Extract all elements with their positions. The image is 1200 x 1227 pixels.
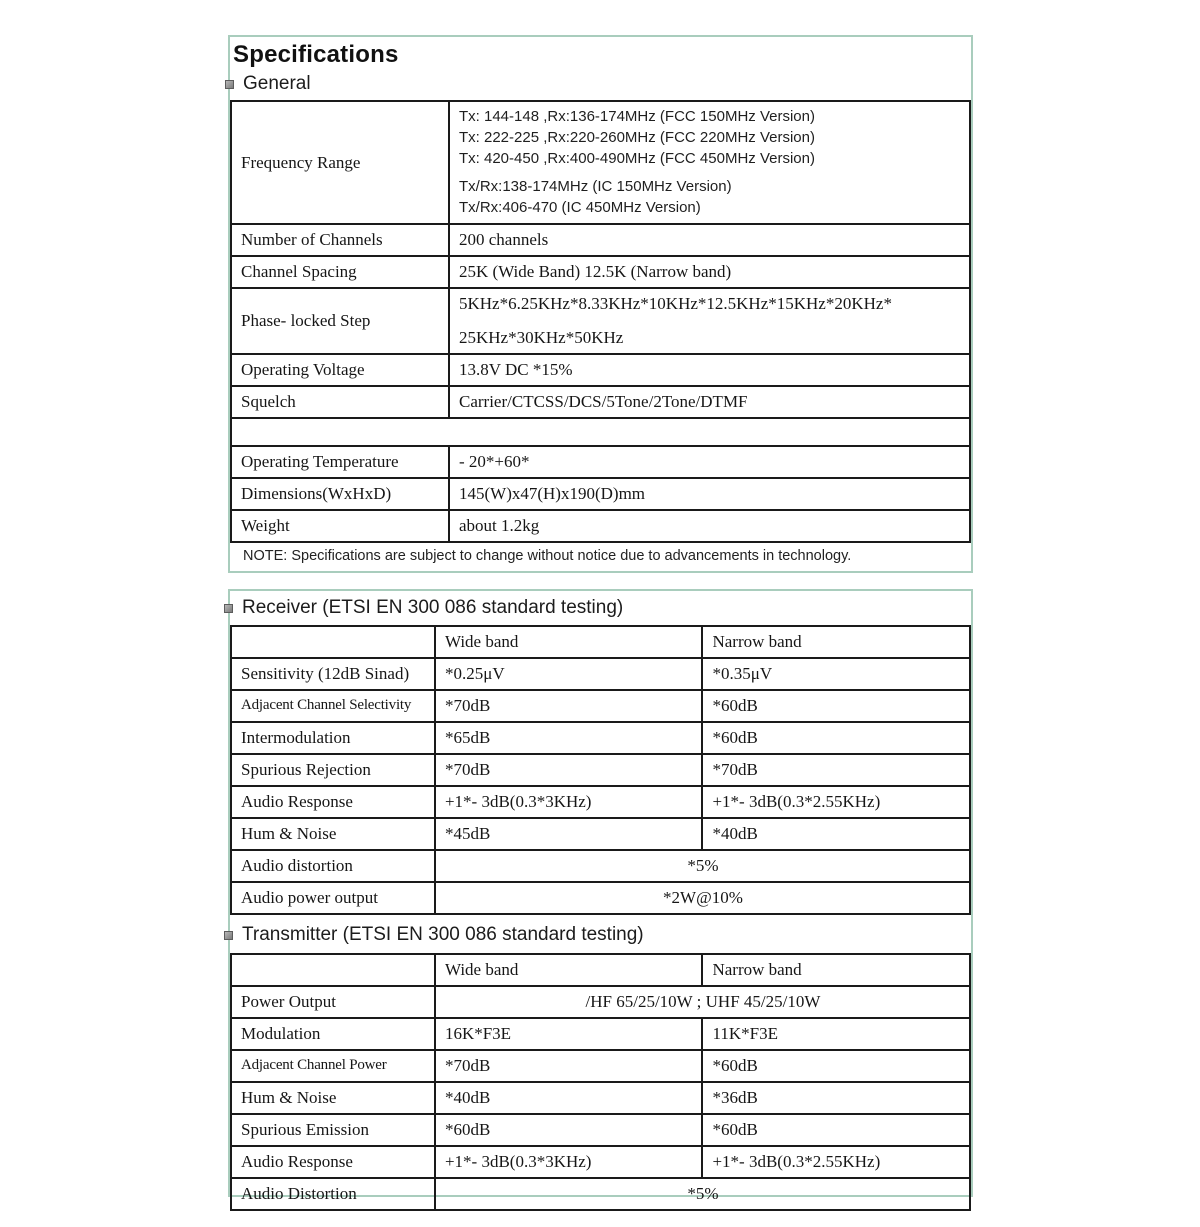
spec-label: Squelch	[231, 386, 449, 418]
column-header-narrow-band: Narrow band	[702, 626, 970, 658]
spec-value: - 20*+60*	[449, 446, 970, 478]
table-row	[231, 818, 970, 850]
frequency-line: Tx: 222-225 ,Rx:220-260MHz (FCC 220MHz Version)	[459, 129, 815, 146]
page-title: Specifications	[233, 41, 399, 68]
general-section	[228, 35, 973, 573]
spec-value	[449, 288, 970, 354]
spec-label: Audio power output	[231, 882, 435, 914]
general-heading	[230, 69, 971, 100]
narrow-band-value: *60dB	[702, 1050, 970, 1082]
table-row	[231, 882, 970, 914]
table-row	[231, 690, 970, 722]
narrow-band-value: *70dB	[702, 754, 970, 786]
square-bullet-icon	[224, 604, 233, 613]
table-row	[231, 1050, 970, 1082]
spec-label: Frequency Range	[231, 101, 449, 224]
spec-label: Audio Response	[231, 1146, 435, 1178]
wide-band-value: *65dB	[435, 722, 703, 754]
table-row	[231, 446, 970, 478]
table-row	[231, 101, 970, 224]
spec-label: Audio Distortion	[231, 1178, 435, 1210]
table-row	[231, 722, 970, 754]
narrow-band-value: *36dB	[702, 1082, 970, 1114]
spec-note: NOTE: Specifications are subject to change without notice due to advancements in technology.	[243, 548, 852, 564]
spec-label: Number of Channels	[231, 224, 449, 256]
table-row	[231, 1146, 970, 1178]
wide-band-value: *45dB	[435, 818, 703, 850]
wide-band-value: *70dB	[435, 754, 703, 786]
wide-band-value: *70dB	[435, 690, 703, 722]
narrow-band-value: *60dB	[702, 690, 970, 722]
wide-band-value: +1*- 3dB(0.3*3KHz)	[435, 786, 703, 818]
wide-band-value: *40dB	[435, 1082, 703, 1114]
column-header-wide-band: Wide band	[435, 954, 703, 986]
wide-band-value: 16K*F3E	[435, 1018, 703, 1050]
transmitter-table	[230, 953, 971, 1211]
column-header-wide-band: Wide band	[435, 626, 703, 658]
narrow-band-value: +1*- 3dB(0.3*2.55KHz)	[702, 1146, 970, 1178]
table-row	[231, 754, 970, 786]
table-header-row	[231, 626, 970, 658]
table-row	[231, 850, 970, 882]
column-header-narrow-band: Narrow band	[702, 954, 970, 986]
wide-band-value: *70dB	[435, 1050, 703, 1082]
general-table	[230, 100, 971, 543]
wide-band-value: *60dB	[435, 1114, 703, 1146]
receiver-transmitter-section	[228, 589, 973, 1203]
table-row	[231, 386, 970, 418]
receiver-heading-label: Receiver (ETSI EN 300 086 standard testing)	[242, 597, 624, 618]
table-row	[231, 1114, 970, 1146]
spec-value: 25K (Wide Band) 12.5K (Narrow band)	[449, 256, 970, 288]
bottom-filler	[230, 1211, 971, 1227]
spec-sheet	[228, 35, 973, 1203]
square-bullet-icon	[224, 931, 233, 940]
spec-label: Power Output	[231, 986, 435, 1018]
frequency-line: Tx: 420-450 ,Rx:400-490MHz (FCC 450MHz Version)	[459, 150, 815, 167]
square-bullet-icon	[225, 80, 234, 89]
spec-value: 200 channels	[449, 224, 970, 256]
spec-label: Dimensions(WxHxD)	[231, 478, 449, 510]
spec-label: Audio distortion	[231, 850, 435, 882]
spec-label: Spurious Rejection	[231, 754, 435, 786]
narrow-band-value: *60dB	[702, 722, 970, 754]
table-row	[231, 256, 970, 288]
spec-label: Operating Temperature	[231, 446, 449, 478]
table-header-row	[231, 954, 970, 986]
spec-label: Spurious Emission	[231, 1114, 435, 1146]
table-row	[231, 224, 970, 256]
spec-value: 13.8V DC *15%	[449, 354, 970, 386]
value-line: 5KHz*6.25KHz*8.33KHz*10KHz*12.5KHz*15KHz*20KHz*	[459, 294, 892, 313]
table-row	[231, 658, 970, 690]
general-heading-label: General	[243, 73, 311, 94]
spec-label: Adjacent Channel Selectivity	[231, 690, 435, 722]
narrow-band-value: *0.35μV	[702, 658, 970, 690]
spec-value: 145(W)x47(H)x190(D)mm	[449, 478, 970, 510]
spanned-value: *5%	[435, 850, 970, 882]
wide-band-value: *0.25μV	[435, 658, 703, 690]
spec-label: Hum & Noise	[231, 818, 435, 850]
value-line: 25KHz*30KHz*50KHz	[459, 328, 624, 347]
corner-cell	[231, 626, 435, 658]
table-row	[231, 786, 970, 818]
table-row-empty	[231, 418, 970, 446]
empty-cell	[231, 418, 970, 446]
receiver-table	[230, 625, 971, 915]
spanned-value: *2W@10%	[435, 882, 970, 914]
table-row	[231, 1018, 970, 1050]
table-row	[231, 1082, 970, 1114]
spec-label: Weight	[231, 510, 449, 542]
spanned-value: /HF 65/25/10W ; UHF 45/25/10W	[435, 986, 970, 1018]
frequency-line: Tx/Rx:406-470 (IC 450MHz Version)	[459, 199, 701, 216]
spanned-value: *5%	[435, 1178, 970, 1210]
spec-label: Sensitivity (12dB Sinad)	[231, 658, 435, 690]
narrow-band-value: *60dB	[702, 1114, 970, 1146]
narrow-band-value: 11K*F3E	[702, 1018, 970, 1050]
spec-label: Hum & Noise	[231, 1082, 435, 1114]
frequency-line: Tx/Rx:138-174MHz (IC 150MHz Version)	[459, 178, 732, 195]
spec-label: Operating Voltage	[231, 354, 449, 386]
transmitter-heading-label: Transmitter (ETSI EN 300 086 standard testing)	[242, 924, 644, 945]
spec-label: Phase- locked Step	[231, 288, 449, 354]
table-row	[231, 1178, 970, 1210]
transmitter-heading	[230, 915, 971, 953]
table-row	[231, 510, 970, 542]
spec-label: Adjacent Channel Power	[231, 1050, 435, 1082]
spec-value: about 1.2kg	[449, 510, 970, 542]
receiver-heading	[230, 591, 971, 625]
spec-value: Carrier/CTCSS/DCS/5Tone/2Tone/DTMF	[449, 386, 970, 418]
corner-cell	[231, 954, 435, 986]
table-row	[231, 478, 970, 510]
wide-band-value: +1*- 3dB(0.3*3KHz)	[435, 1146, 703, 1178]
table-row	[231, 986, 970, 1018]
table-row	[231, 288, 970, 354]
narrow-band-value: *40dB	[702, 818, 970, 850]
spec-label: Modulation	[231, 1018, 435, 1050]
narrow-band-value: +1*- 3dB(0.3*2.55KHz)	[702, 786, 970, 818]
frequency-line: Tx: 144-148 ,Rx:136-174MHz (FCC 150MHz Version)	[459, 108, 815, 125]
spec-label: Channel Spacing	[231, 256, 449, 288]
spec-label: Intermodulation	[231, 722, 435, 754]
spec-value	[449, 101, 970, 224]
table-row	[231, 354, 970, 386]
spec-label: Audio Response	[231, 786, 435, 818]
